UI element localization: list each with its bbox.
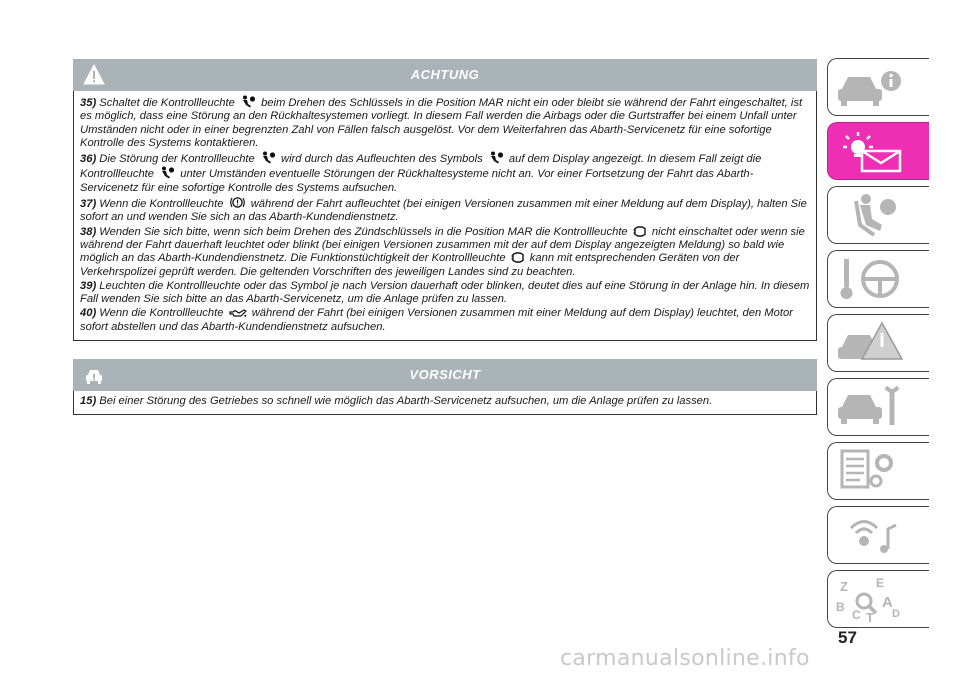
caution-body bbox=[73, 391, 817, 415]
warning-header bbox=[73, 59, 817, 91]
index-letter: B bbox=[836, 600, 845, 614]
tab-emergency[interactable] bbox=[827, 314, 929, 372]
tab-car-info[interactable] bbox=[827, 58, 929, 116]
note-39: 39) Leuchten die Kontrollleuchte oder das Symbol je nach Version dauerhaft oder blinken, deutet dies auf eine Störung in der Anlage hin. In diesem Fall wenden Sie sich bitte an das Abarth-Servicenetz, um die Anlage prüfen zu lassen. bbox=[80, 279, 810, 306]
key-steering-wheel-icon bbox=[836, 255, 906, 303]
note-37: 37) Wenn die Kontrollleuchte während der Fahrt aufleuchtet (bei einigen Versionen zusammen mit einer Meldung auf dem Display), halten Sie sofort an und wenden Sie sich an das Abarth-Kundendienstnetz. bbox=[80, 198, 807, 224]
index-letter: Z bbox=[840, 579, 848, 594]
emission-control-icon bbox=[511, 252, 525, 263]
caution-box bbox=[73, 359, 817, 415]
note-38: 38) Wenden Sie sich bitte, wenn sich beim Drehen des Zündschlüssels in die Position MAR die Kontrollleuchte nicht einschaltet oder wenn sie während der Fahrt dauerhaft leuchtet oder blinkt (bei einigen Versionen zusammen mit der auf dem Display angezeigten Meldung) so bald wie möglich an das Abarth-Kundendienstnetz. Die Funktionstüchtigkeit der Kontrollleuchte kann mit entsprechenden Geräten von der Verkehrspolizei geprüft werden. Die geltenden Vorschriften des jeweiligen Landes sind zu beachten. bbox=[80, 225, 805, 278]
airbag-warning-icon bbox=[260, 151, 276, 164]
index-letter: C bbox=[852, 608, 861, 622]
airbag-warning-icon bbox=[240, 95, 256, 108]
tab-multimedia[interactable] bbox=[827, 506, 929, 564]
caution-header bbox=[73, 359, 817, 391]
airbag-warning-icon bbox=[159, 166, 175, 179]
index-letter: A bbox=[882, 594, 893, 611]
tab-starting-driving[interactable] bbox=[827, 250, 929, 308]
warning-box bbox=[73, 59, 817, 341]
alphabet-index-icon bbox=[836, 575, 906, 623]
airbag-symbol-icon bbox=[488, 151, 504, 164]
warning-title: ACHTUNG bbox=[410, 67, 480, 82]
note-15: 15) Bei einer Störung des Getriebes so schnell wie möglich das Abarth-Servicenetz aufsuchen, um die Anlage prüfen zu lassen. bbox=[80, 395, 713, 407]
tab-maintenance[interactable] bbox=[827, 378, 929, 436]
index-letter: D bbox=[892, 608, 900, 620]
multimedia-signal-icon bbox=[836, 511, 906, 559]
car-hazard-icon bbox=[836, 319, 906, 367]
caution-title: VORSICHT bbox=[409, 367, 481, 382]
brake-system-icon bbox=[229, 196, 246, 209]
tab-warning-lights[interactable] bbox=[827, 122, 929, 180]
tab-index[interactable] bbox=[827, 570, 929, 628]
emission-control-icon bbox=[633, 226, 647, 237]
warning-body bbox=[73, 91, 817, 341]
tab-safety[interactable] bbox=[827, 186, 929, 244]
tab-technical-data[interactable] bbox=[827, 442, 929, 500]
car-info-icon bbox=[836, 63, 906, 111]
car-wrench-icon bbox=[836, 383, 906, 431]
index-letter: E bbox=[876, 576, 885, 590]
checklist-gear-icon bbox=[836, 447, 906, 495]
page-number: 57 bbox=[838, 628, 857, 647]
note-40: 40) Wenn die Kontrollleuchte während der Fahrt (bei einigen Versionen zusammen mit einer Meldung auf dem Display) leuchtet, den Motor sofort abstellen und das Abarth-Kundendienstnetz aufsuchen. bbox=[80, 307, 793, 333]
index-letter: T bbox=[866, 610, 874, 623]
seat-airbag-icon bbox=[836, 191, 906, 239]
warning-light-message-icon bbox=[836, 127, 906, 175]
oil-pressure-icon bbox=[229, 308, 247, 318]
watermark-footer: carmanualsonline.info bbox=[560, 646, 810, 671]
note-36: 36) Die Störung der Kontrollleuchte wird durch das Aufleuchten des Symbols auf dem Display angezeigt. In diesem Fall zeigt die Kontrollleuchte unter Umständen eventuelle Störungen der Rückhaltesysteme nicht an. Vor einer Fortsetzung der Fahrt das Abarth-Servicenetz für eine sofortige Kontrolle des Systems aufsuchen. bbox=[80, 153, 762, 194]
note-35: 35) Schaltet die Kontrollleuchte beim Drehen des Schlüssels in die Position MAR nicht ein oder bleibt sie während der Fahrt eingeschaltet, ist es möglich, dass eine Störung an den Rückhaltesystemen vorliegt. In diesem Fall werden die Airbags oder die Gurtstraffer bei einem Unfall unter Umständen nicht oder in einer begrenzten Zahl von Fällen falsch ausgelöst. Vor dem Weiterfahren das Abarth-Servicenetz für eine sofortige Kontrolle des Systems kontaktieren. bbox=[80, 97, 803, 149]
